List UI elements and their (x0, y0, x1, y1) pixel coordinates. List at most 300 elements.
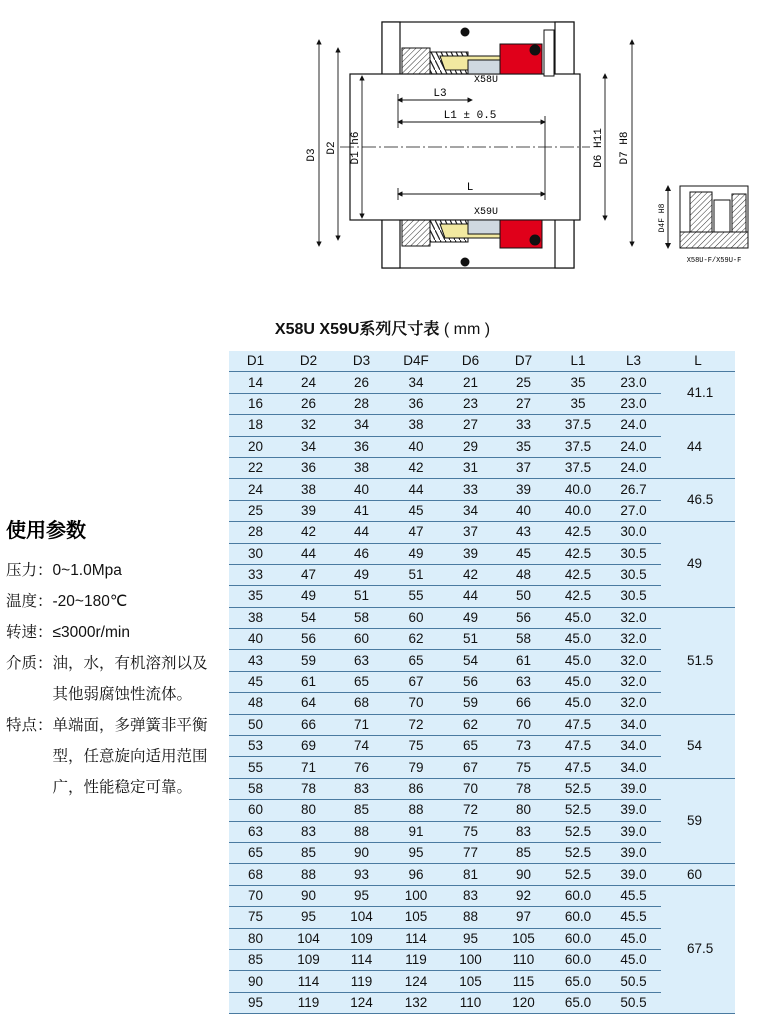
table-cell: 132 (388, 992, 444, 1013)
table-cell: 21 (444, 372, 497, 393)
table-cell: 42.5 (550, 586, 606, 607)
table-cell: 54 (444, 650, 497, 671)
table-cell: 80 (282, 800, 335, 821)
table-cell: 42 (388, 457, 444, 478)
table-cell: 60.0 (550, 928, 606, 949)
table-cell: 45 (497, 543, 550, 564)
table-cell: 47 (282, 564, 335, 585)
table-cell: 120 (497, 992, 550, 1013)
table-cell: 45.0 (606, 949, 661, 970)
table-cell: 31 (444, 457, 497, 478)
table-cell: 30.5 (606, 564, 661, 585)
table-cell: 25 (497, 372, 550, 393)
table-cell: 52.5 (550, 842, 606, 863)
param-value: 单端面，多弹簧非平衡型，任意旋向适用范围广，性能稳定可靠。 (52, 717, 208, 796)
table-row (229, 693, 735, 714)
dim-d6-label: D6 H11 (593, 128, 605, 168)
table-cell: 52.5 (550, 800, 606, 821)
param-label: 特点： (6, 717, 53, 734)
table-cell: 119 (335, 971, 388, 992)
table-cell: 80 (497, 800, 550, 821)
table-row (229, 436, 735, 457)
param-value: 油，水，有机溶剂以及其他弱腐蚀性流体。 (52, 655, 208, 703)
param-value: -20~180℃ (52, 593, 128, 610)
table-cell: 96 (388, 864, 444, 885)
table-cell: 95 (388, 842, 444, 863)
L-group-cell: 46.5 (661, 479, 735, 522)
table-row (229, 714, 735, 735)
table-cell: 45.5 (606, 885, 661, 906)
table-cell: 18 (229, 415, 282, 436)
table-cell: 38 (229, 607, 282, 628)
table-cell: 77 (444, 842, 497, 863)
table-cell: 32.0 (606, 629, 661, 650)
table-cell: 45.0 (550, 650, 606, 671)
table-cell: 35 (229, 586, 282, 607)
table-row (229, 457, 735, 478)
table-cell: 42.5 (550, 522, 606, 543)
dim-l3-label: L3 (433, 88, 447, 100)
L-group-cell: 49 (661, 522, 735, 608)
table-cell: 61 (282, 671, 335, 692)
column-header: D6 (444, 351, 497, 372)
table-cell: 78 (497, 778, 550, 799)
table-cell: 48 (229, 693, 282, 714)
table-row (229, 928, 735, 949)
table-row (229, 415, 735, 436)
table-cell: 53 (229, 736, 282, 757)
table-cell: 42 (282, 522, 335, 543)
table-cell: 54 (282, 607, 335, 628)
table-cell: 42 (444, 564, 497, 585)
table-cell: 100 (388, 885, 444, 906)
table-cell: 49 (444, 607, 497, 628)
table-cell: 50 (497, 586, 550, 607)
table-cell: 26 (335, 372, 388, 393)
table-cell: 40 (229, 629, 282, 650)
param-item (6, 586, 221, 617)
table-cell: 52.5 (550, 864, 606, 885)
table-cell: 40 (388, 436, 444, 457)
table-cell: 43 (497, 522, 550, 543)
table-cell: 60.0 (550, 949, 606, 970)
table-cell: 44 (444, 586, 497, 607)
table-cell: 33 (229, 564, 282, 585)
table-cell: 114 (388, 928, 444, 949)
table-cell: 100 (444, 949, 497, 970)
table-cell: 56 (282, 629, 335, 650)
table-cell: 39.0 (606, 842, 661, 863)
column-header: D2 (282, 351, 335, 372)
L-group-cell: 67.5 (661, 885, 735, 1013)
table-cell: 114 (335, 949, 388, 970)
table-cell: 23.0 (606, 393, 661, 414)
table-cell: 85 (282, 842, 335, 863)
table-cell: 24 (282, 372, 335, 393)
table-cell: 39.0 (606, 821, 661, 842)
table-cell: 51 (388, 564, 444, 585)
table-cell: 35 (497, 436, 550, 457)
table-cell: 34.0 (606, 736, 661, 757)
table-cell: 66 (282, 714, 335, 735)
param-label: 转速： (6, 624, 53, 641)
table-cell: 32.0 (606, 671, 661, 692)
table-cell: 119 (282, 992, 335, 1013)
table-cell: 62 (444, 714, 497, 735)
table-cell: 97 (497, 907, 550, 928)
table-cell: 59 (282, 650, 335, 671)
table-cell: 55 (388, 586, 444, 607)
table-row (229, 543, 735, 564)
table-cell: 68 (335, 693, 388, 714)
table-cell: 68 (229, 864, 282, 885)
table-cell: 32.0 (606, 650, 661, 671)
table-cell: 27.0 (606, 500, 661, 521)
table-cell: 88 (282, 864, 335, 885)
table-cell: 45.5 (606, 907, 661, 928)
table-cell: 23.0 (606, 372, 661, 393)
table-cell: 38 (282, 479, 335, 500)
table-cell: 24.0 (606, 436, 661, 457)
dim-d4f-label: D4F H8 (658, 203, 667, 233)
table-cell: 51 (444, 629, 497, 650)
table-cell: 105 (388, 907, 444, 928)
table-row (229, 372, 735, 393)
table-cell: 45.0 (550, 629, 606, 650)
table-row (229, 821, 735, 842)
table-cell: 46 (335, 543, 388, 564)
table-cell: 91 (388, 821, 444, 842)
table-cell: 20 (229, 436, 282, 457)
table-cell: 61 (497, 650, 550, 671)
table-cell: 70 (229, 885, 282, 906)
size-table (229, 351, 735, 1014)
table-cell: 105 (444, 971, 497, 992)
column-header: D3 (335, 351, 388, 372)
table-cell: 69 (282, 736, 335, 757)
param-value: ≤3000r/min (52, 624, 130, 641)
table-cell: 110 (444, 992, 497, 1013)
column-header: L (661, 351, 735, 372)
param-item (6, 710, 221, 803)
table-cell: 83 (335, 778, 388, 799)
L-group-cell: 59 (661, 778, 735, 864)
table-cell: 37.5 (550, 415, 606, 436)
table-cell: 39 (444, 543, 497, 564)
table-cell: 79 (388, 757, 444, 778)
param-label: 介质： (6, 655, 53, 672)
table-cell: 30.0 (606, 522, 661, 543)
table-cell: 45.0 (606, 928, 661, 949)
table-cell: 45.0 (550, 607, 606, 628)
table-cell: 24 (229, 479, 282, 500)
table-cell: 60.0 (550, 907, 606, 928)
table-cell: 75 (497, 757, 550, 778)
table-cell: 63 (497, 671, 550, 692)
table-row (229, 864, 735, 885)
table-cell: 83 (497, 821, 550, 842)
param-item (6, 555, 221, 586)
table-cell: 51 (335, 586, 388, 607)
L-group-cell: 51.5 (661, 607, 735, 714)
param-label: 温度： (6, 593, 53, 610)
table-cell: 33 (444, 479, 497, 500)
table-cell: 72 (388, 714, 444, 735)
side-view-detail (668, 186, 748, 248)
table-cell: 90 (229, 971, 282, 992)
column-header: D1 (229, 351, 282, 372)
table-cell: 65 (335, 671, 388, 692)
table-row (229, 564, 735, 585)
table-cell: 58 (229, 778, 282, 799)
table-cell: 40.0 (550, 479, 606, 500)
table-cell: 75 (388, 736, 444, 757)
table-cell: 39 (497, 479, 550, 500)
table-cell: 63 (229, 821, 282, 842)
table-cell: 38 (335, 457, 388, 478)
table-cell: 85 (335, 800, 388, 821)
table-row (229, 671, 735, 692)
table-cell: 76 (335, 757, 388, 778)
side-view-caption: X58U-F/X59U-F (686, 257, 742, 265)
table-cell: 36 (388, 393, 444, 414)
params-heading: 使用参数 (6, 520, 86, 542)
table-cell: 44 (388, 479, 444, 500)
table-cell: 93 (335, 864, 388, 885)
table-cell: 50.5 (606, 992, 661, 1013)
table-cell: 59 (444, 693, 497, 714)
series-label-bottom: X59U (473, 207, 499, 218)
table-cell: 115 (497, 971, 550, 992)
table-cell: 32.0 (606, 693, 661, 714)
table-cell: 95 (444, 928, 497, 949)
table-cell: 52.5 (550, 821, 606, 842)
table-cell: 60.0 (550, 885, 606, 906)
table-cell: 109 (282, 949, 335, 970)
table-row (229, 479, 735, 500)
dim-l1-label: L1 ± 0.5 (443, 110, 497, 122)
table-row (229, 907, 735, 928)
table-cell: 70 (388, 693, 444, 714)
dim-d7-label: D7 H8 (619, 131, 631, 165)
table-row (229, 586, 735, 607)
shaft (340, 74, 590, 220)
table-cell: 104 (335, 907, 388, 928)
param-label: 压力： (6, 562, 53, 579)
table-header-row (229, 351, 735, 372)
param-value: 0~1.0Mpa (52, 562, 122, 579)
table-row (229, 971, 735, 992)
table-cell: 62 (388, 629, 444, 650)
table-cell: 27 (497, 393, 550, 414)
table-cell: 49 (335, 564, 388, 585)
dim-d2-label: D2 (326, 141, 338, 155)
table-cell: 95 (335, 885, 388, 906)
table-cell: 55 (229, 757, 282, 778)
table-cell: 40 (335, 479, 388, 500)
table-cell: 92 (497, 885, 550, 906)
table-cell: 72 (444, 800, 497, 821)
table-cell: 37.5 (550, 457, 606, 478)
table-cell: 81 (444, 864, 497, 885)
table-cell: 88 (444, 907, 497, 928)
table-cell: 28 (335, 393, 388, 414)
column-header: L1 (550, 351, 606, 372)
column-header: D7 (497, 351, 550, 372)
table-title-text: X58U X59U系列尺寸表 (274, 321, 440, 338)
table-cell: 110 (497, 949, 550, 970)
table-cell: 88 (335, 821, 388, 842)
table-cell: 49 (388, 543, 444, 564)
table-cell: 71 (335, 714, 388, 735)
table-cell: 43 (229, 650, 282, 671)
table-row (229, 757, 735, 778)
table-cell: 65.0 (550, 992, 606, 1013)
param-item (6, 648, 221, 710)
table-cell: 27 (444, 415, 497, 436)
table-cell: 35 (550, 372, 606, 393)
table-row (229, 736, 735, 757)
L-group-cell: 54 (661, 714, 735, 778)
table-cell: 65.0 (550, 971, 606, 992)
table-cell: 85 (229, 949, 282, 970)
table-cell: 56 (444, 671, 497, 692)
table-cell: 73 (497, 736, 550, 757)
table-cell: 37 (497, 457, 550, 478)
table-cell: 47.5 (550, 714, 606, 735)
table-cell: 44 (335, 522, 388, 543)
table-cell: 65 (229, 842, 282, 863)
table-cell: 90 (335, 842, 388, 863)
table-cell: 60 (229, 800, 282, 821)
table-cell: 37.5 (550, 436, 606, 457)
table-cell: 29 (444, 436, 497, 457)
table-cell: 80 (229, 928, 282, 949)
table-cell: 88 (388, 800, 444, 821)
table-cell: 56 (497, 607, 550, 628)
table-cell: 36 (335, 436, 388, 457)
table-cell: 104 (282, 928, 335, 949)
table-unit: ( mm ) (443, 321, 491, 338)
dim-l-label: L (466, 182, 474, 194)
dim-d3-label: D3 (306, 148, 318, 162)
series-label-top: X58U (473, 75, 499, 86)
table-cell: 36 (282, 457, 335, 478)
table-cell: 14 (229, 372, 282, 393)
table-cell: 26.7 (606, 479, 661, 500)
table-cell: 50.5 (606, 971, 661, 992)
table-cell: 34.0 (606, 714, 661, 735)
table-cell: 40 (497, 500, 550, 521)
table-cell: 47.5 (550, 736, 606, 757)
L-group-cell: 44 (661, 415, 735, 479)
table-row (229, 629, 735, 650)
table-row (229, 522, 735, 543)
table-cell: 50 (229, 714, 282, 735)
table-row (229, 949, 735, 970)
table-cell: 44 (282, 543, 335, 564)
table-cell: 24.0 (606, 415, 661, 436)
table-row (229, 500, 735, 521)
table-cell: 45 (388, 500, 444, 521)
table-cell: 58 (497, 629, 550, 650)
table-row (229, 992, 735, 1013)
table-row (229, 607, 735, 628)
table-cell: 64 (282, 693, 335, 714)
table-cell: 41 (335, 500, 388, 521)
table-cell: 60 (388, 607, 444, 628)
L-group-cell: 41.1 (661, 372, 735, 415)
table-row (229, 885, 735, 906)
operating-parameters (6, 514, 221, 803)
table-cell: 90 (282, 885, 335, 906)
table-cell: 16 (229, 393, 282, 414)
table-cell: 23 (444, 393, 497, 414)
table-cell: 33 (497, 415, 550, 436)
table-row (229, 650, 735, 671)
table-cell: 67 (444, 757, 497, 778)
table-cell: 66 (497, 693, 550, 714)
table-cell: 34 (282, 436, 335, 457)
table-cell: 47.5 (550, 757, 606, 778)
table-row (229, 800, 735, 821)
table-cell: 34 (444, 500, 497, 521)
table-cell: 34 (335, 415, 388, 436)
table-title (0, 316, 765, 339)
table-cell: 34 (388, 372, 444, 393)
table-cell: 42.5 (550, 564, 606, 585)
table-cell: 65 (388, 650, 444, 671)
table-cell: 114 (282, 971, 335, 992)
table-cell: 63 (335, 650, 388, 671)
table-row (229, 393, 735, 414)
table-cell: 28 (229, 522, 282, 543)
table-cell: 35 (550, 393, 606, 414)
column-header: L3 (606, 351, 661, 372)
table-cell: 124 (335, 992, 388, 1013)
table-cell: 58 (335, 607, 388, 628)
table-cell: 32 (282, 415, 335, 436)
table-cell: 95 (229, 992, 282, 1013)
table-cell: 67 (388, 671, 444, 692)
table-cell: 49 (282, 586, 335, 607)
table-cell: 38 (388, 415, 444, 436)
table-cell: 34.0 (606, 757, 661, 778)
table-cell: 109 (335, 928, 388, 949)
table-cell: 52.5 (550, 778, 606, 799)
table-cell: 40.0 (550, 500, 606, 521)
table-cell: 45.0 (550, 671, 606, 692)
table-cell: 25 (229, 500, 282, 521)
table-row (229, 842, 735, 863)
L-group-cell: 60 (661, 864, 735, 885)
table-cell: 39.0 (606, 800, 661, 821)
table-cell: 47 (388, 522, 444, 543)
table-cell: 45.0 (550, 693, 606, 714)
table-cell: 48 (497, 564, 550, 585)
table-cell: 105 (497, 928, 550, 949)
table-cell: 83 (282, 821, 335, 842)
table-cell: 78 (282, 778, 335, 799)
table-cell: 65 (444, 736, 497, 757)
table-cell: 75 (444, 821, 497, 842)
table-cell: 75 (229, 907, 282, 928)
table-cell: 70 (497, 714, 550, 735)
table-cell: 85 (497, 842, 550, 863)
seal-section-drawing (0, 0, 765, 300)
table-cell: 86 (388, 778, 444, 799)
table-cell: 30 (229, 543, 282, 564)
